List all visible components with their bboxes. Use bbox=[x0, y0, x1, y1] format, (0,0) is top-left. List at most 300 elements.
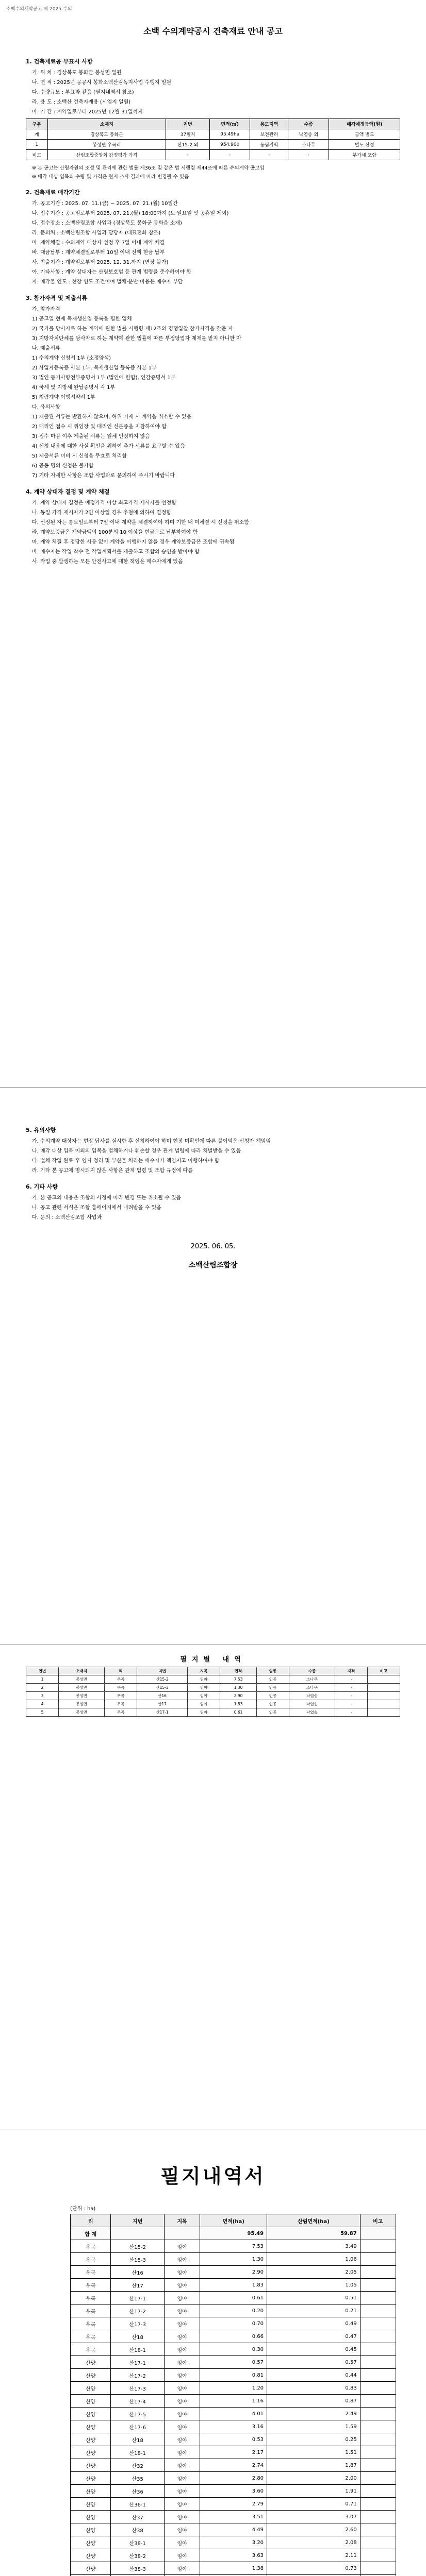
section-6-body bbox=[26, 1194, 400, 1222]
table-cell: 산18-1 bbox=[111, 2343, 165, 2356]
notice-page-2 bbox=[0, 1088, 426, 1644]
table-cell: 봉성면 bbox=[58, 1684, 104, 1692]
table-row bbox=[26, 1708, 400, 1717]
table-cell: 2.00 bbox=[267, 2472, 361, 2485]
table-cell: 임야 bbox=[165, 2446, 200, 2459]
body-line: 7) 기타 자세한 사항은 조합 사업과로 문의하여 주시기 바랍니다 bbox=[32, 473, 175, 479]
table-cell: 1.83 bbox=[220, 1700, 257, 1708]
parcel-list-table bbox=[70, 2214, 396, 2576]
column-header: 구분 bbox=[26, 119, 48, 129]
notice-date: 2025. 06. 05. bbox=[190, 1243, 236, 1250]
table-cell bbox=[360, 2317, 396, 2330]
table-cell: 임야 bbox=[165, 2382, 200, 2395]
table-cell: 2.60 bbox=[267, 2523, 361, 2536]
table-cell: 인공 bbox=[257, 1684, 289, 1692]
body-line: 바. 매수자는 작업 착수 전 작업계획서를 제출하고 조합의 승인을 받아야 함 bbox=[32, 549, 200, 555]
section-1-heading: 1. 건축재료공 부표시 사항 bbox=[26, 58, 93, 65]
table-cell bbox=[367, 1708, 400, 1717]
table-cell: 산양 bbox=[71, 2408, 111, 2420]
table-cell: 산17-1 bbox=[111, 2356, 165, 2369]
table-cell: 산17-5 bbox=[111, 2408, 165, 2420]
table-cell: 임야 bbox=[165, 2369, 200, 2382]
table-cell: 임야 bbox=[165, 2420, 200, 2433]
table-cell: 0.70 bbox=[200, 2317, 267, 2330]
body-line: 나. 면 적 : 2025년 공공시 봉화소백산림녹지사업 수행지 일원 bbox=[32, 80, 171, 86]
table-cell: 산38 bbox=[111, 2523, 165, 2536]
table-cell: 0.57 bbox=[267, 2356, 361, 2369]
table-cell: 3.51 bbox=[200, 2511, 267, 2523]
table-cell bbox=[360, 2498, 396, 2511]
table-cell bbox=[360, 2459, 396, 2472]
table-cell bbox=[360, 2536, 396, 2549]
table-cell bbox=[360, 2304, 396, 2317]
table-row bbox=[26, 140, 400, 150]
table-cell: 산양 bbox=[71, 2433, 111, 2446]
table-cell: 0.87 bbox=[267, 2395, 361, 2408]
table-cell: 우곡 bbox=[71, 2317, 111, 2330]
table-cell: 낙엽송 bbox=[289, 1692, 335, 1700]
section-5-heading: 5. 유의사항 bbox=[26, 1127, 56, 1133]
table-cell: 임야 bbox=[165, 2279, 200, 2292]
table-cell: 임야 bbox=[188, 1692, 220, 1700]
issuing-organization: 소백산림조합장 bbox=[188, 1261, 238, 1269]
table-row bbox=[71, 2523, 396, 2536]
table-cell: 우곡 bbox=[71, 2330, 111, 2343]
table-cell: - bbox=[335, 1675, 368, 1684]
table-cell: 별도 산정 bbox=[329, 140, 400, 150]
table-cell: 1 bbox=[26, 1675, 59, 1684]
table-cell bbox=[360, 2356, 396, 2369]
table-cell bbox=[360, 2343, 396, 2356]
table-cell: - bbox=[288, 150, 329, 160]
table-row bbox=[26, 1692, 400, 1700]
table-cell: 우곡 bbox=[71, 2240, 111, 2253]
table-cell: 산양 bbox=[71, 2459, 111, 2472]
table-row bbox=[71, 2292, 396, 2304]
table-cell bbox=[367, 1684, 400, 1692]
body-line: 가. 위 치 : 경상북도 봉화군 봉성면 일원 bbox=[32, 70, 122, 76]
summary-table bbox=[26, 118, 400, 160]
body-line: 나. 공고 관련 서식은 조합 홈페이지에서 내려받을 수 있음 bbox=[32, 1205, 161, 1211]
table-cell: 산37 bbox=[111, 2511, 165, 2523]
table-cell: 1.05 bbox=[267, 2279, 361, 2292]
body-line: 다. 유의사항 bbox=[32, 404, 60, 410]
table-cell: 계 bbox=[26, 129, 48, 140]
table-cell: 우곡 bbox=[71, 2343, 111, 2356]
table-row bbox=[26, 1684, 400, 1692]
parcel-list-page bbox=[0, 2129, 426, 2576]
table-cell bbox=[360, 2253, 396, 2266]
table-cell: 산16 bbox=[137, 1692, 187, 1700]
table-cell: 0.21 bbox=[267, 2304, 361, 2317]
column-header: 지번 bbox=[111, 2214, 165, 2227]
table-cell: 산18-1 bbox=[111, 2446, 165, 2459]
table-cell: 0.20 bbox=[200, 2304, 267, 2317]
table-cell: 0.53 bbox=[200, 2433, 267, 2446]
table-cell: 0.61 bbox=[200, 2292, 267, 2304]
table-cell: 금액 별도 bbox=[329, 129, 400, 140]
body-line: 라. 문의처 : 소백산림조합 사업과 담당자 (대표전화 참조) bbox=[32, 230, 161, 236]
table-cell: 우곡 bbox=[71, 2292, 111, 2304]
table-cell: 낙엽송 bbox=[289, 1708, 335, 1717]
table-row bbox=[71, 2395, 396, 2408]
table-row bbox=[71, 2536, 396, 2549]
table-cell: 임야 bbox=[165, 2472, 200, 2485]
table-cell: 임야 bbox=[165, 2292, 200, 2304]
table-cell: 954,900 bbox=[210, 140, 250, 150]
body-line: 사. 작업 중 발생하는 모든 안전사고에 대한 책임은 매수자에게 있음 bbox=[32, 559, 183, 565]
table-cell: 인공 bbox=[257, 1700, 289, 1708]
table-cell: 2.90 bbox=[200, 2266, 267, 2279]
table-cell: 2.17 bbox=[200, 2446, 267, 2459]
table-cell: 산17-3 bbox=[111, 2317, 165, 2330]
column-header: 매각예정금액(원) bbox=[329, 119, 400, 129]
table-cell bbox=[360, 2382, 396, 2395]
table-cell: 0.73 bbox=[267, 2562, 361, 2575]
table-cell bbox=[360, 2408, 396, 2420]
table-cell: 농림지역 bbox=[250, 140, 288, 150]
table-cell: 산양 bbox=[71, 2485, 111, 2498]
table-cell: 산38-2 bbox=[111, 2549, 165, 2562]
column-header: 소재지 bbox=[58, 1667, 104, 1675]
body-line: 라. 용 도 : 소백산 건축자재용 (시업지 일원) bbox=[32, 99, 131, 105]
section-2-heading: 2. 건축재료 매각기간 bbox=[26, 189, 80, 196]
table-row bbox=[71, 2317, 396, 2330]
body-line: 2) 대리인 접수 시 위임장 및 대리인 신분증을 지참하여야 함 bbox=[32, 424, 167, 430]
table-cell: 소나무 bbox=[288, 140, 329, 150]
body-line: 가. 참가자격 bbox=[32, 307, 60, 312]
table-cell: 0.25 bbox=[267, 2433, 361, 2446]
table-row bbox=[71, 2511, 396, 2523]
body-line: 가. 수의계약 대상자는 현장 답사를 실시한 후 신청하여야 하며 현장 미확인에 따른 불이익은 신청자 책임임 bbox=[32, 1139, 271, 1144]
table-cell: 임야 bbox=[165, 2433, 200, 2446]
body-line: 마. 계약체결 : 수의계약 대상자 선정 후 7일 이내 계약 체결 bbox=[32, 240, 165, 246]
table-row bbox=[71, 2485, 396, 2498]
table-cell: 산36-1 bbox=[111, 2498, 165, 2511]
body-line: 라. 기타 본 공고에 명시되지 않은 사항은 관계 법령 및 조합 규정에 따름 bbox=[32, 1168, 193, 1174]
table-row bbox=[26, 1700, 400, 1708]
section-4-heading: 4. 계약 상대자 결정 및 계약 체결 bbox=[26, 488, 110, 495]
column-header: 수종 bbox=[288, 119, 329, 129]
body-line: 2) 국가를 당사자로 하는 계약에 관한 법률 시행령 제12조의 경쟁입찰 참가자격을 갖춘 자 bbox=[32, 326, 233, 332]
body-line: 다. 문의 : 소백산림조합 사업과 bbox=[32, 1215, 102, 1221]
table-cell: 2.05 bbox=[267, 2266, 361, 2279]
table-cell: 우곡 bbox=[71, 2253, 111, 2266]
notice-page-3 bbox=[0, 1645, 426, 2129]
column-header: 리 bbox=[71, 2214, 111, 2227]
table-cell: 산양 bbox=[71, 2395, 111, 2408]
summary-table-header bbox=[26, 119, 400, 129]
parcel-detail-table bbox=[26, 1667, 400, 1717]
table-cell: 3.16 bbox=[200, 2420, 267, 2433]
table-cell: 3 bbox=[26, 1692, 59, 1700]
table-cell: 산양 bbox=[71, 2369, 111, 2382]
table-cell: 1.51 bbox=[267, 2446, 361, 2459]
table-cell: 1.87 bbox=[267, 2459, 361, 2472]
table-row bbox=[71, 2369, 396, 2382]
notice-page-1 bbox=[0, 0, 426, 1087]
table-cell bbox=[367, 1692, 400, 1700]
table-cell: 0.49 bbox=[267, 2317, 361, 2330]
body-line: 가. 본 공고의 내용은 조합의 사정에 따라 변경 또는 취소될 수 있음 bbox=[32, 1195, 182, 1201]
table-cell: 0.30 bbox=[200, 2343, 267, 2356]
table-row bbox=[71, 2266, 396, 2279]
table-cell: 2.90 bbox=[220, 1692, 257, 1700]
table-row bbox=[71, 2498, 396, 2511]
table-row bbox=[71, 2472, 396, 2485]
table-cell bbox=[360, 2369, 396, 2382]
table-cell: 인공 bbox=[257, 1675, 289, 1684]
table-cell: 산38-1 bbox=[111, 2536, 165, 2549]
table-cell bbox=[111, 2227, 165, 2240]
body-line: 나. 제출서류 bbox=[32, 346, 60, 351]
body-line: 자. 매각물 인도 : 현장 인도 조건이며 벌채·운반 비용은 매수자 부담 bbox=[32, 279, 183, 285]
table-cell: 임야 bbox=[165, 2330, 200, 2343]
column-header: 비고 bbox=[367, 1667, 400, 1675]
table-cell bbox=[360, 2330, 396, 2343]
body-line: 1) 공고일 현재 목재생산업 등록을 필한 업체 bbox=[32, 316, 132, 322]
table-cell: 우곡 bbox=[105, 1700, 137, 1708]
body-line: 3) 지방자치단체를 당사자로 하는 계약에 관한 법률에 따른 부정당업자 제재를 받지 아니한 자 bbox=[32, 336, 241, 342]
table-cell: 임야 bbox=[165, 2511, 200, 2523]
table-cell: - bbox=[210, 150, 250, 160]
table-cell: 산양 bbox=[71, 2562, 111, 2575]
column-header: 지목 bbox=[165, 2214, 200, 2227]
table-row bbox=[71, 2253, 396, 2266]
table-cell: 0.61 bbox=[220, 1708, 257, 1717]
table-cell: 임야 bbox=[165, 2395, 200, 2408]
table-cell: 산17-3 bbox=[111, 2382, 165, 2395]
table-cell: 산15-2 외 bbox=[166, 140, 210, 150]
body-line: 라. 계약보증금은 계약금액의 100분의 10 이상을 현금으로 납부하여야 함 bbox=[32, 530, 198, 535]
table-cell: 봉성면 bbox=[58, 1708, 104, 1717]
table-cell: 보전관리 bbox=[250, 129, 288, 140]
table-row bbox=[71, 2330, 396, 2343]
parcel-list-header bbox=[71, 2214, 396, 2227]
table-row bbox=[26, 1675, 400, 1684]
table-row bbox=[71, 2343, 396, 2356]
table-cell: 산양 bbox=[71, 2472, 111, 2485]
table-cell: 4.49 bbox=[200, 2523, 267, 2536]
table-row bbox=[71, 2279, 396, 2292]
table-cell bbox=[360, 2292, 396, 2304]
table-cell: 1.83 bbox=[200, 2279, 267, 2292]
table-cell: 1.38 bbox=[200, 2562, 267, 2575]
table-cell: 0.44 bbox=[267, 2369, 361, 2382]
table-cell bbox=[165, 2227, 200, 2240]
table-row bbox=[71, 2549, 396, 2562]
column-header: 면적(ha) bbox=[200, 2214, 267, 2227]
table-cell: 임야 bbox=[188, 1675, 220, 1684]
table-row bbox=[71, 2356, 396, 2369]
table-cell: 임야 bbox=[165, 2343, 200, 2356]
table-cell: 낙엽송 bbox=[289, 1700, 335, 1708]
body-line: ※ 본 공고는 산림자원의 조성 및 관리에 관한 법률 제36조 및 같은 법 시행령 제44조에 따른 수의계약 공고임 bbox=[32, 165, 265, 171]
column-header: 재적 bbox=[335, 1667, 368, 1675]
table-cell: 1.20 bbox=[200, 2382, 267, 2395]
table-cell: 산17-2 bbox=[111, 2369, 165, 2382]
table-cell bbox=[360, 2420, 396, 2433]
table-cell bbox=[360, 2433, 396, 2446]
body-line: 다. 접수장소 : 소백산림조합 사업과 (경상북도 봉화군 봉화읍 소재) bbox=[32, 221, 182, 226]
table-cell: 임야 bbox=[165, 2562, 200, 2575]
table-cell: 부가세 포함 bbox=[329, 150, 400, 160]
table-cell: - bbox=[335, 1708, 368, 1717]
table-cell: 2.08 bbox=[267, 2536, 361, 2549]
column-header: 지번 bbox=[137, 1667, 187, 1675]
section-1-body bbox=[26, 69, 400, 116]
table-cell: 1.16 bbox=[200, 2395, 267, 2408]
table-cell bbox=[360, 2266, 396, 2279]
table-cell: 1.59 bbox=[267, 2420, 361, 2433]
table-cell: 우곡 bbox=[71, 2266, 111, 2279]
table-cell: 산38-3 bbox=[111, 2562, 165, 2575]
table-cell: 비고 bbox=[26, 150, 48, 160]
parcel-detail-header bbox=[26, 1667, 400, 1675]
table-cell: 3.49 bbox=[267, 2240, 361, 2253]
table-cell: 봉성면 bbox=[58, 1675, 104, 1684]
table-row bbox=[71, 2227, 396, 2240]
column-header: 용도지역 bbox=[250, 119, 288, 129]
table-cell: 임야 bbox=[165, 2356, 200, 2369]
body-line: 다. 벌채 작업 완료 후 임지 정리 및 부산물 처리는 매수자가 책임지고 이행하여야 함 bbox=[32, 1158, 220, 1164]
column-header: 수종 bbox=[289, 1667, 335, 1675]
body-line: 1) 제출된 서류는 반환하지 않으며, 허위 기재 시 계약을 취소할 수 있음 bbox=[32, 414, 192, 420]
section-6-heading: 6. 기타 사항 bbox=[26, 1183, 58, 1190]
table-cell: 산양 bbox=[71, 2446, 111, 2459]
table-cell: 산15-2 bbox=[137, 1675, 187, 1684]
section-1-notes bbox=[26, 164, 400, 181]
table-cell: 0.51 bbox=[267, 2292, 361, 2304]
body-line: 2) 사업자등록증 사본 1부, 목재생산업 등록증 사본 1부 bbox=[32, 365, 157, 371]
table-row bbox=[71, 2420, 396, 2433]
table-cell bbox=[360, 2549, 396, 2562]
table-cell: 산양 bbox=[71, 2498, 111, 2511]
table-cell: 임야 bbox=[165, 2523, 200, 2536]
table-cell: 1.06 bbox=[267, 2253, 361, 2266]
column-header: 면적(㎡) bbox=[210, 119, 250, 129]
table-row bbox=[26, 150, 400, 160]
table-cell: 산17-2 bbox=[111, 2304, 165, 2317]
parcel-list-body bbox=[71, 2227, 396, 2576]
table-cell bbox=[360, 2279, 396, 2292]
table-cell: 임야 bbox=[188, 1684, 220, 1692]
table-cell: 산양 bbox=[71, 2382, 111, 2395]
body-line: 5) 제출서류 미비 시 신청을 무효로 처리함 bbox=[32, 453, 127, 459]
table-cell: 소나무 bbox=[289, 1684, 335, 1692]
table-cell bbox=[360, 2472, 396, 2485]
section-3-heading: 3. 참가자격 및 제출서류 bbox=[26, 295, 87, 301]
table-cell: - bbox=[250, 150, 288, 160]
table-cell: 1 bbox=[26, 140, 48, 150]
table-cell: 산15-2 bbox=[111, 2240, 165, 2253]
table-cell: 0.81 bbox=[200, 2369, 267, 2382]
table-cell: 임야 bbox=[165, 2536, 200, 2549]
body-line: 마. 기 간 : 계약일로부터 2025년 12월 31일까지 bbox=[32, 109, 143, 115]
table-cell bbox=[360, 2562, 396, 2575]
body-line: 아. 기타사항 : 계약 상대자는 산림보호법 등 관계 법령을 준수하여야 함 bbox=[32, 269, 191, 275]
body-line: 마. 계약 체결 후 정당한 사유 없이 계약을 이행하지 않을 경우 계약보증금은 조합에 귀속됨 bbox=[32, 539, 235, 545]
table-cell: 95.49ha bbox=[210, 129, 250, 140]
table-cell: - bbox=[335, 1684, 368, 1692]
table-cell: 산18 bbox=[111, 2330, 165, 2343]
table-cell: 산17 bbox=[111, 2279, 165, 2292]
table-cell: 3.20 bbox=[200, 2536, 267, 2549]
column-header: 면적 bbox=[220, 1667, 257, 1675]
table-cell: 우곡 bbox=[105, 1684, 137, 1692]
table-cell: 산림조합중앙회 감정평가 가격 bbox=[47, 150, 166, 160]
table-cell: 산15-3 bbox=[137, 1684, 187, 1692]
table-cell: 산양 bbox=[71, 2511, 111, 2523]
table-cell: - bbox=[166, 150, 210, 160]
column-header: 지번 bbox=[166, 119, 210, 129]
column-header: 비고 bbox=[360, 2214, 396, 2227]
table-cell bbox=[360, 2240, 396, 2253]
table-cell bbox=[360, 2446, 396, 2459]
table-cell: 산양 bbox=[71, 2523, 111, 2536]
table-cell: 산17-1 bbox=[137, 1708, 187, 1717]
section-3-body bbox=[26, 305, 400, 480]
table-cell: 임야 bbox=[165, 2240, 200, 2253]
notice-title: 소백 수의계약공시 건축재료 안내 공고 bbox=[143, 26, 283, 36]
body-line: 1) 수의계약 신청서 1부 (소정양식) bbox=[32, 355, 111, 361]
table-cell: 산17-1 bbox=[111, 2292, 165, 2304]
table-cell: 산36 bbox=[111, 2485, 165, 2498]
section-5-body bbox=[26, 1137, 400, 1175]
column-header: 소재지 bbox=[47, 119, 166, 129]
column-header: 산림면적(ha) bbox=[267, 2214, 361, 2227]
table-cell: 우곡 bbox=[71, 2304, 111, 2317]
table-cell bbox=[360, 2485, 396, 2498]
table-cell: 우곡 bbox=[105, 1708, 137, 1717]
table-row bbox=[71, 2408, 396, 2420]
table-cell: 95.49 bbox=[200, 2227, 267, 2240]
table-cell: 3.07 bbox=[267, 2511, 361, 2523]
table-cell: 1.30 bbox=[200, 2253, 267, 2266]
table-row bbox=[71, 2446, 396, 2459]
table-row bbox=[71, 2382, 396, 2395]
section-4-body bbox=[26, 499, 400, 566]
table-cell: 1.91 bbox=[267, 2485, 361, 2498]
header-doc-number: 소백수의계약공고 제 2025-수의 bbox=[6, 7, 72, 12]
table-cell: 임야 bbox=[165, 2304, 200, 2317]
body-line: 4) 신청 내용에 대한 사실 확인을 위하여 추가 서류를 요구할 수 있음 bbox=[32, 444, 185, 449]
body-line: 5) 청렴계약 이행서약서 1부 bbox=[32, 395, 95, 400]
table-cell: 인공 bbox=[257, 1708, 289, 1717]
table-cell: 산17-4 bbox=[111, 2395, 165, 2408]
table-cell bbox=[360, 2395, 396, 2408]
body-line: 나. 매각 대상 입목 이외의 입목을 벌채하거나 훼손할 경우 관계 법령에 따라 처벌받을 수 있음 bbox=[32, 1148, 241, 1154]
body-line: 3) 접수 마감 이후 제출된 서류는 일체 인정하지 않음 bbox=[32, 434, 150, 439]
parcel-detail-body bbox=[26, 1675, 400, 1717]
table-cell: 3.63 bbox=[200, 2549, 267, 2562]
table-cell bbox=[360, 2227, 396, 2240]
table-cell: 59.87 bbox=[267, 2227, 361, 2240]
table-cell: 봉성면 bbox=[58, 1692, 104, 1700]
table-cell: 산양 bbox=[71, 2536, 111, 2549]
unit-note: (단위 : ha) bbox=[70, 2206, 96, 2212]
table-cell: 임야 bbox=[165, 2459, 200, 2472]
section-2-body bbox=[26, 199, 400, 286]
table-cell: 봉성면 bbox=[58, 1700, 104, 1708]
body-line: 6) 공동 명의 신청은 불가함 bbox=[32, 463, 94, 469]
table-cell: 임야 bbox=[188, 1708, 220, 1717]
table-cell: 0.45 bbox=[267, 2343, 361, 2356]
table-cell: 산15-3 bbox=[111, 2253, 165, 2266]
table-cell: 2.74 bbox=[200, 2459, 267, 2472]
table-cell: 0.47 bbox=[267, 2330, 361, 2343]
table-row bbox=[71, 2304, 396, 2317]
